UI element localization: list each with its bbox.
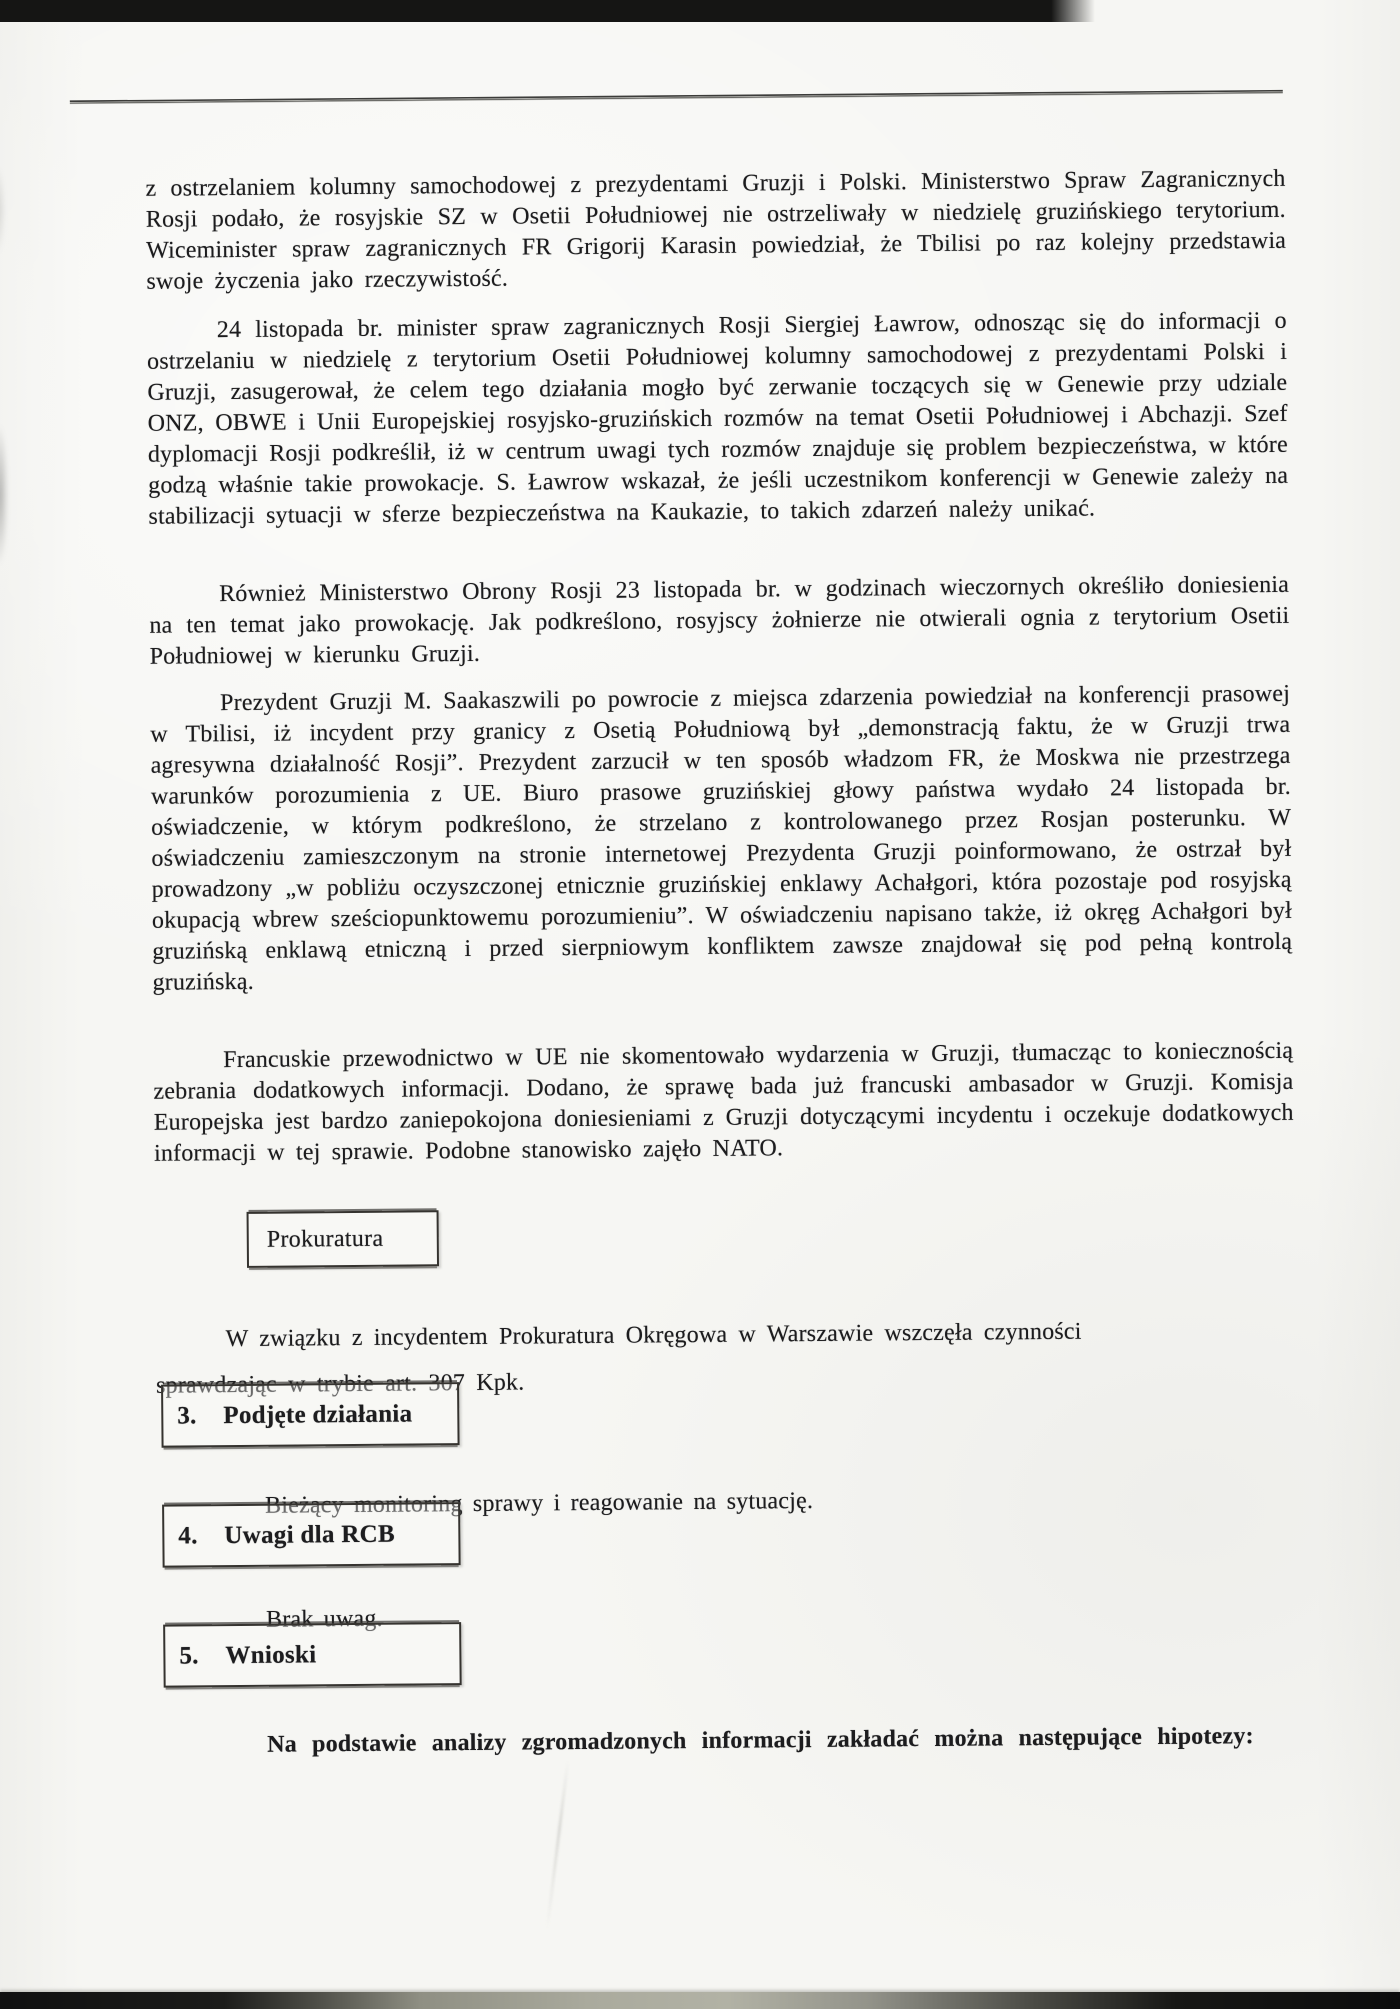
section-heading-box-podjete-dzialania xyxy=(161,1382,460,1448)
paragraph-prosecutor-line2: sprawdzając w trybie art. 307 Kpk. xyxy=(155,1369,525,1399)
paragraph-continuation: z ostrzelaniem kolumny samochodowej z prezydentami Gruzji i Polski. Ministerstwo Spraw Zagranicznych Rosji podało, że rosyjskie SZ w Osetii Południowej nie ostrzeliwały w niedzielę gruzińskiego terytorium. Wiceminister spraw zagranicznych FR Grigorij Karasin powiedział, że Tbilisi po raz kolejny przedstawia swoje życzenia jako rzeczywistość. xyxy=(145,165,1287,295)
section-heading-box-uwagi-dla-rcb xyxy=(162,1502,461,1568)
section-body-uwagi-dla-rcb: Brak uwag. xyxy=(265,1605,383,1633)
section-title: Podjęte działania xyxy=(223,1399,413,1429)
paragraph-prosecutor-line1: W związku z incydentem Prokuratura Okręgowa w Warszawie wszczęła czynności xyxy=(225,1318,1082,1353)
paragraph-lavrov-statement: 24 listopada br. minister spraw zagranicznych Rosji Siergiej Ławrow, odnosząc się do informacji o ostrzelaniu w niedzielę z terytorium Osetii Południowej kolumny samochodowej z prezydentami Polski i Gruzji, zasugerował, że celem tego działania mogło być zerwanie toczących się w Genewie przy udziale ONZ, OBWE i Unii Europejskiej rosyjsko-gruzińskich rozmów na temat Osetii Południowej i Abchazji. Szef dyplomacji Rosji podkreślił, iż w centrum uwagi tych rozmów znajduje się problem bezpieczeństwa, w które godzą właśnie takie prowokacje. S. Ławrow wskazał, że jeśli uczestnikom konferencji w Genewie zależy na stabilizacji sytuacji w sferze bezpieczeństwa na Kaukazie, to takich zdarzeń należy unikać. xyxy=(146,307,1289,530)
prokuratura-heading-label: Prokuratura xyxy=(266,1225,384,1253)
section-number: 3. xyxy=(177,1401,197,1430)
prokuratura-heading-box xyxy=(247,1210,439,1268)
section-title: Uwagi dla RCB xyxy=(224,1520,396,1549)
header-separator-rule xyxy=(70,90,1283,105)
section-body-podjete-dzialania: Bieżący monitoring sprawy i reagowanie na sytuację. xyxy=(264,1488,814,1519)
section-body-wnioski-hypotheses: Na podstawie analizy zgromadzonych informacji zakładać można następujące hipotezy: xyxy=(267,1723,1254,1758)
paragraph-eu-nato: Francuskie przewodnictwo w UE nie skomentowało wydarzenia w Gruzji, tłumacząc to koniecznością zebrania dodatkowych informacji. Dodano, że sprawę bada już francuski ambasador w Gruzji. Komisja Europejska jest bardzo zaniepokojona doniesieniami z Gruzji dotyczącymi incydentu i oczekuje dodatkowych informacji w tej sprawie. Podobne stanowisko zajęło NATO. xyxy=(153,1037,1294,1167)
section-title: Wnioski xyxy=(225,1640,317,1669)
section-number: 4. xyxy=(178,1521,198,1550)
section-number: 5. xyxy=(179,1641,199,1670)
scan-edge-artifact-bottom xyxy=(0,1992,1400,2009)
paragraph-defense-ministry: Również Ministerstwo Obrony Rosji 23 listopada br. w godzinach wieczornych określiło doniesienia na ten temat jako prowokację. Jak podkreślono, rosyjscy żołnierze nie otwierali ognia z terytorium Osetii Południowej w kierunku Gruzji. xyxy=(149,571,1290,670)
section-heading-box-wnioski xyxy=(163,1622,462,1688)
paragraph-saakashvili: Prezydent Gruzji M. Saakaszwili po powrocie z miejsca zdarzenia powiedział na konferencji prasowej w Tbilisi, iż incydent przy granicy z Osetią Południową był „demonstracją faktu, że w Gruzji trwa agresywna działalność Rosji”. Prezydent zarzucił w ten sposób władzom FR, że Moskwa nie przestrzega warunków porozumienia z UE. Biuro prasowe gruzińskiej głowy państwa wydało 24 listopada br. oświadczenie, w którym podkreślono, że strzelano z kontrolowanego przez Rosjan posterunku. W oświadczeniu zamieszczonym na stronie internetowej Prezydenta Gruzji poinformowano, że ostrzał był prowadzony „w pobliżu oczyszczonej etnicznie gruzińskiej enklawy Achałgori, która pozostaje pod rosyjską okupacją wbrew sześciopunktowemu porozumieniu”. W oświadczeniu napisano także, iż okręg Achałgori był gruzińską enklawą etniczną i przed sierpniowym konfliktem zawsze znajdował się pod pełną kontrolą gruzińską. xyxy=(150,680,1293,996)
